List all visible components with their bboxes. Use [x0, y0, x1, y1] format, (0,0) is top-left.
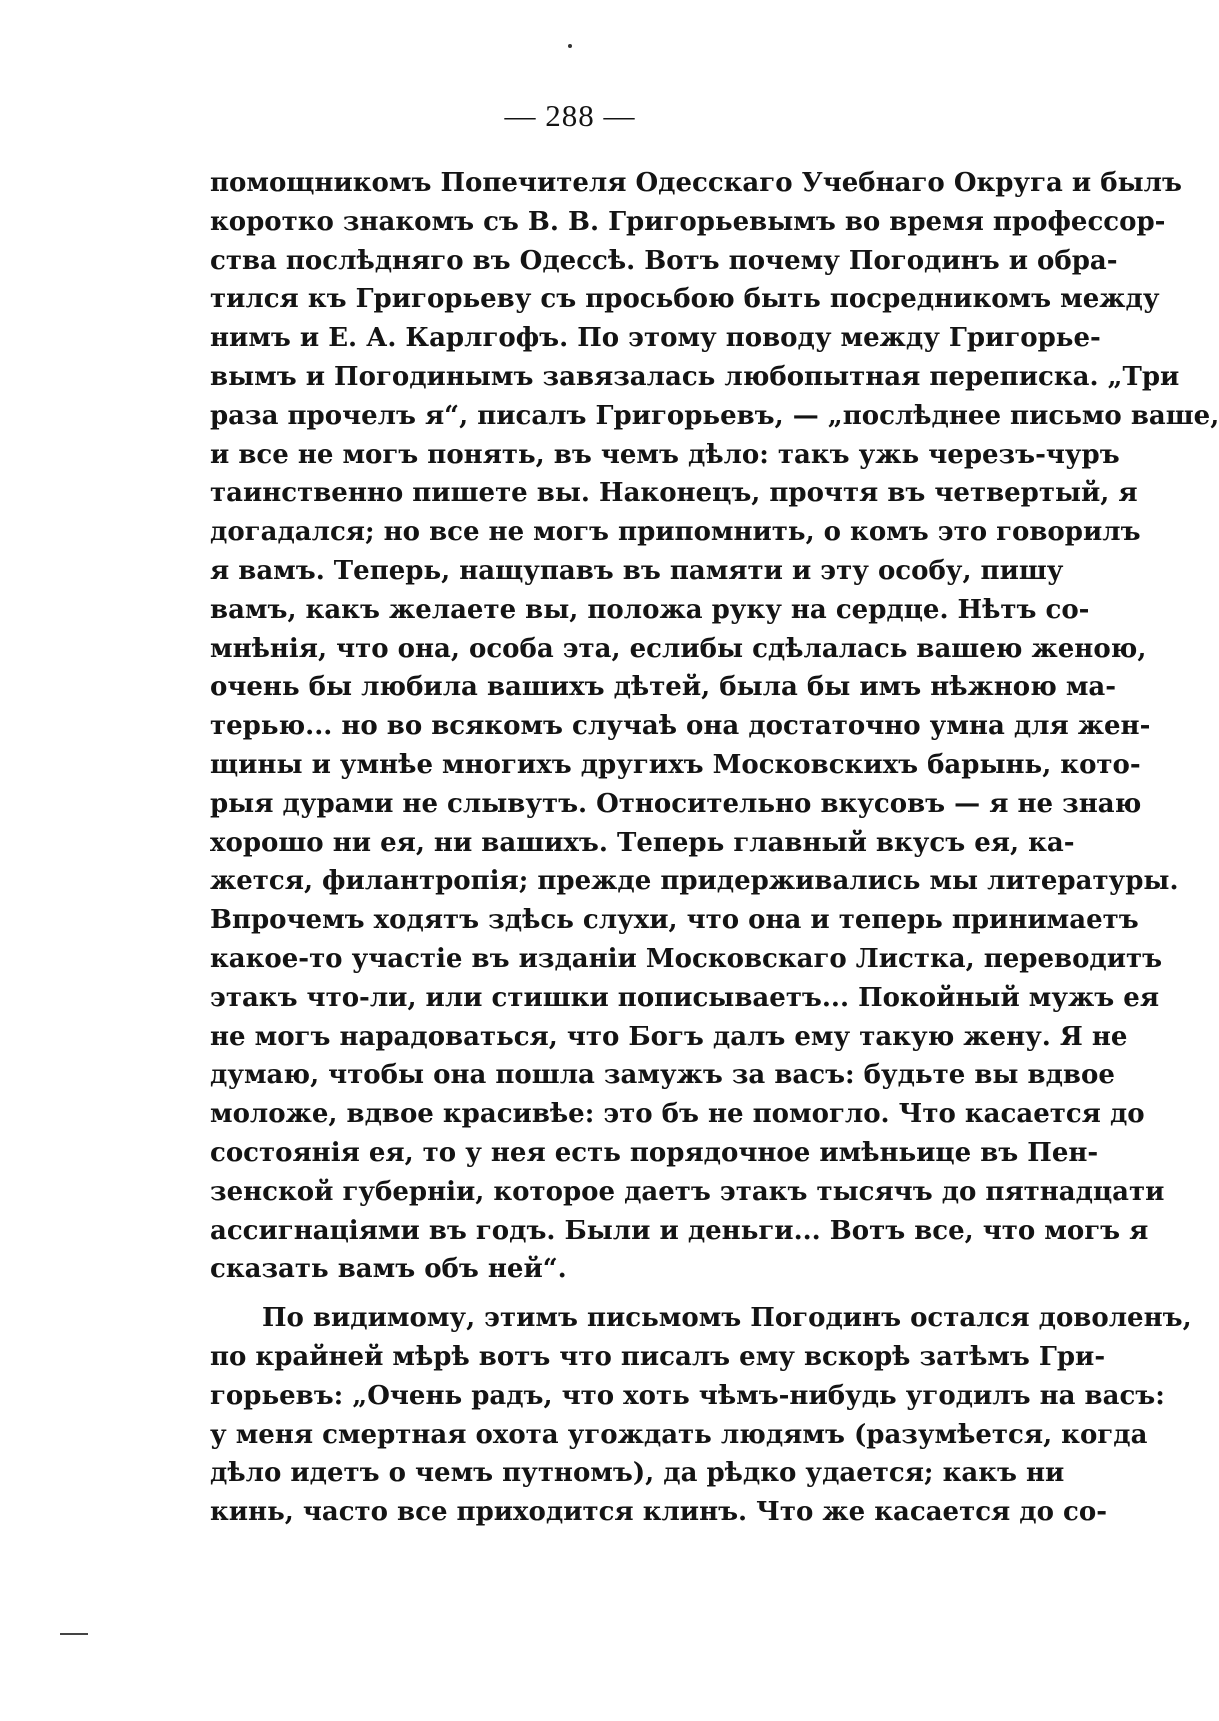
text-line: зенской губерніи, которое даетъ этакъ тысячъ до пятнадцати	[210, 1176, 1165, 1207]
text-line: не могъ нарадоваться, что Богъ далъ ему такую жену. Я не	[210, 1021, 1128, 1052]
text-line: терью... но во всякомъ случаѣ она достаточно умна для жен-	[210, 711, 1151, 742]
text-line: кинь, часто все приходится клинъ. Что же касается до со-	[210, 1497, 1107, 1528]
text-line: хорошо ни ея, ни вашихъ. Теперь главный вкусъ ея, ка-	[210, 827, 1075, 858]
paragraph-gap	[210, 1289, 1008, 1299]
text-line: щины и умнѣе многихъ другихъ Московскихъ барынь, кото-	[210, 749, 1141, 780]
margin-mark	[60, 1633, 88, 1635]
text-line: таинственно пишете вы. Наконецъ, прочтя въ четвертый, я	[210, 478, 1138, 509]
text-line: вымъ и Погодинымъ завязалась любопытная переписка. „Три	[210, 361, 1180, 392]
text-line: коротко знакомъ съ В. В. Григорьевымъ во время профессор-	[210, 206, 1166, 237]
ink-speck	[568, 44, 572, 48]
body-text	[210, 164, 1219, 1532]
text-line: ассигнаціями въ годъ. Были и деньги... Вотъ все, что могъ я	[210, 1215, 1149, 1246]
text-line: думаю, чтобы она пошла замужъ за васъ: будьте вы вдвое	[210, 1060, 1115, 1091]
text-line: моложе, вдвое красивѣе: это бъ не помогло. Что касается до	[210, 1099, 1145, 1130]
text-line: и все не могъ понять, въ чемъ дѣло: такъ ужь черезъ-чуръ	[210, 439, 1120, 470]
text-line: жется, филантропія; прежде придерживались мы литературы.	[210, 866, 1179, 897]
text-line: сказать вамъ объ ней“.	[210, 1254, 567, 1285]
text-line: По видимому, этимъ письмомъ Погодинъ остался доволенъ,	[262, 1303, 1192, 1334]
text-line: тился къ Григорьеву съ просьбою быть посредникомъ между	[210, 284, 1160, 315]
text-line: по крайней мѣрѣ вотъ что писалъ ему вскорѣ затѣмъ Гри-	[210, 1341, 1106, 1372]
text-line: вамъ, какъ желаете вы, положа руку на сердце. Нѣтъ со-	[210, 594, 1090, 625]
text-line: этакъ что-ли, или стишки пописываетъ... Покойный мужъ ея	[210, 982, 1160, 1013]
text-line: помощникомъ Попечителя Одесскаго Учебнаго Округа и былъ	[210, 168, 1182, 198]
text-line: дѣло идетъ о чемъ путномъ), да рѣдко удается; какъ ни	[210, 1458, 1065, 1489]
text-line: рыя дурами не слывутъ. Относительно вкусовъ — я не знаю	[210, 788, 1142, 819]
text-line: очень бы любила вашихъ дѣтей, была бы имъ нѣжною ма-	[210, 672, 1117, 703]
text-line: мнѣнія, что она, особа эта, еслибы сдѣлалась вашею женою,	[210, 633, 1147, 664]
text-line: я вамъ. Теперь, нащупавъ въ памяти и эту особу, пишу	[210, 555, 1064, 586]
text-line: догадался; но все не могъ припомнить, о комъ это говорилъ	[210, 517, 1141, 548]
text-line: Впрочемъ ходятъ здѣсь слухи, что она и теперь принимаетъ	[210, 905, 1139, 936]
text-line: горьевъ: „Очень радъ, что хоть чѣмъ-нибудь угодилъ на васъ:	[210, 1380, 1165, 1411]
text-line: ства послѣдняго въ Одессѣ. Вотъ почему Погодинъ и обра-	[210, 245, 1118, 276]
text-line: у меня смертная охота угождать людямъ (разумѣется, когда	[210, 1419, 1148, 1450]
text-line: какое-то участіе въ изданіи Московскаго Листка, переводитъ	[210, 943, 1163, 974]
text-line: нимъ и Е. А. Карлгофъ. По этому поводу между Григорье-	[210, 323, 1101, 354]
page-number: — 288 —	[504, 98, 636, 133]
text-line: состоянія ея, то у нея есть порядочное имѣньице въ Пен-	[210, 1137, 1099, 1168]
text-line: раза прочелъ я“, писалъ Григорьевъ, — „послѣднее письмо ваше,	[210, 400, 1219, 431]
